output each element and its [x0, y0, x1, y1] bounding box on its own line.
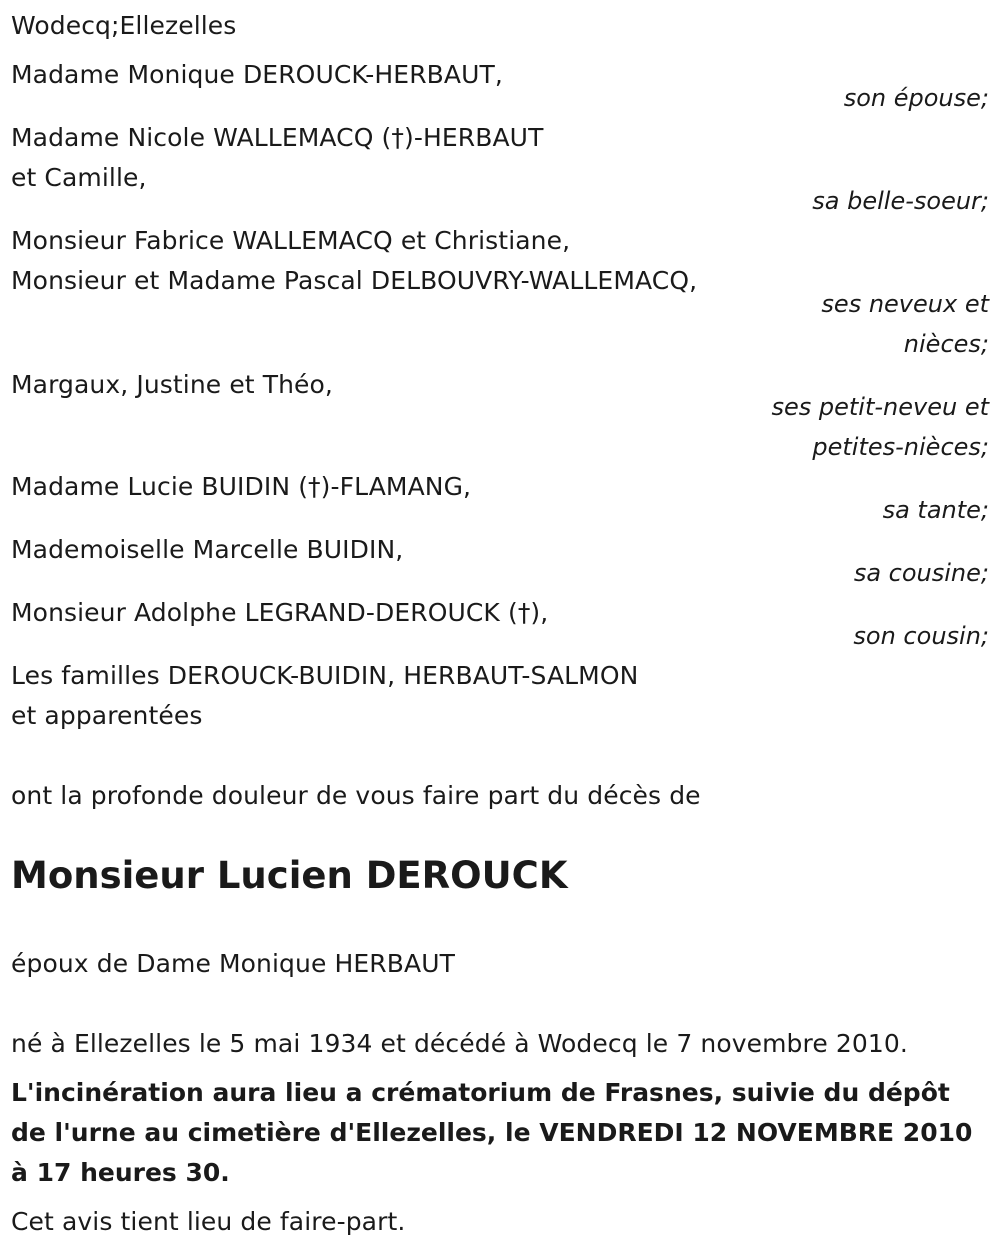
location-header: Wodecq;Ellezelles — [11, 11, 237, 40]
family-member-line: Madame Monique DEROUCK-HERBAUT, — [11, 60, 503, 89]
ceremony-details: L'incinération aura lieu a crématorium de Frasnes, suivie du dépôt de l'urne au cimetière d'Ellezelles, le VENDREDI 12 NOVEMBRE 2010 à 17 heures 30. — [11, 1078, 973, 1187]
family-member-line: et apparentées — [11, 701, 203, 730]
birth-death-line: né à Ellezelles le 5 mai 1934 et décédé à Wodecq le 7 novembre 2010. — [11, 1029, 908, 1058]
relation-label: ses neveux et — [821, 290, 989, 318]
relation-label: son cousin; — [853, 622, 989, 650]
announcement-text: ont la profonde douleur de vous faire part du décès de — [11, 781, 701, 810]
relation-label: son épouse; — [843, 84, 989, 112]
relation-label: petites-nièces; — [812, 433, 989, 461]
relation-label: nièces; — [903, 330, 989, 358]
family-member-line: et Camille, — [11, 163, 147, 192]
footer-note: Cet avis tient lieu de faire-part. — [11, 1207, 406, 1236]
family-member-line: Margaux, Justine et Théo, — [11, 370, 333, 399]
relation-label: ses petit-neveu et — [771, 393, 989, 421]
spouse-line: époux de Dame Monique HERBAUT — [11, 949, 455, 978]
deceased-name: Monsieur Lucien DEROUCK — [11, 854, 568, 897]
relation-label: sa belle-soeur; — [812, 187, 989, 215]
relation-label: sa cousine; — [853, 559, 989, 587]
family-member-line: Madame Lucie BUIDIN (†)-FLAMANG, — [11, 472, 472, 501]
family-member-line: Les familles DEROUCK-BUIDIN, HERBAUT-SALMON — [11, 661, 639, 690]
family-member-line: Madame Nicole WALLEMACQ (†)-HERBAUT — [11, 123, 544, 152]
family-member-line: Monsieur et Madame Pascal DELBOUVRY-WALLEMACQ, — [11, 266, 698, 295]
family-member-line: Monsieur Fabrice WALLEMACQ et Christiane, — [11, 226, 571, 255]
family-member-line: Mademoiselle Marcelle BUIDIN, — [11, 535, 404, 564]
family-member-line: Monsieur Adolphe LEGRAND-DEROUCK (†), — [11, 598, 549, 627]
relation-label: sa tante; — [882, 496, 989, 524]
